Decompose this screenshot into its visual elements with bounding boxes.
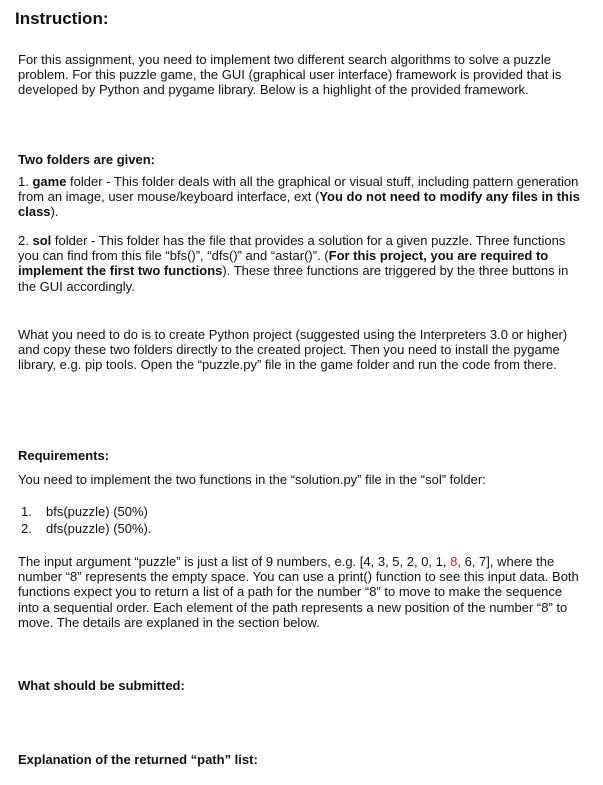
input-paragraph: [18, 554, 584, 630]
list-item-number: 2.: [21, 521, 32, 536]
list-item-number: 1.: [21, 504, 32, 519]
list-item-text: bfs(puzzle) (50%): [46, 504, 148, 519]
game-folder-suffix: ).: [50, 204, 59, 220]
game-prefix: 1.: [18, 174, 33, 189]
path-heading: Explanation of the returned “path” list:: [18, 752, 258, 767]
game-folder-note: You do not need to modify any files in this class: [18, 189, 580, 220]
sol-folder-name: sol: [32, 233, 52, 248]
submitted-heading: What should be submitted:: [18, 678, 185, 693]
requirements-intro: You need to implement the two functions in the “solution.py” file in the “sol” folder:: [18, 472, 486, 487]
setup-paragraph: What you need to do is to create Python project (suggested using the Interpreters 3.0 or higher) and copy these two folders directly to the created project. Then you need to install the pygame library, e.g. pip tools. Open the “puzzle.py” file in the game folder and run the code from there.: [18, 327, 568, 373]
game-folder-name: game: [32, 174, 67, 189]
list-item-text: dfs(puzzle) (50%).: [46, 521, 152, 536]
sol-folder-note: For this project, you are required to implement the first two functions: [18, 248, 549, 279]
folders-heading: Two folders are given:: [18, 152, 156, 167]
intro-paragraph: For this assignment, you need to implement two different search algorithms to solve a puzzle problem. For this puzzle game, the GUI (graphical user interface) framework is provided that is developed by Python and pygame library. Below is a highlight of the provided framework.: [18, 52, 562, 98]
highlighted-number: 8: [450, 554, 458, 569]
sol-folder-paragraph: [18, 233, 584, 294]
requirements-heading: Requirements:: [18, 448, 110, 463]
input-text-after: , 6, 7], where the number “8” represents the empty space. You can use a print() function to see this input data. Both functions expect you to return a list of a path for the number “8” to move to make the sequence into a sequential order. Each element of the path represents a new position of the number “8” to move. The details are explaned in the section below.: [18, 554, 579, 630]
sol-folder-text: folder - This folder has the file that provides a solution for a given puzzle. Three functions you can find from this file “bfs()”, “dfs()” and “astar()”. (: [18, 233, 566, 264]
input-text-before: The input argument “puzzle” is just a list of 9 numbers, e.g. [4, 3, 5, 2, 0, 1,: [18, 554, 451, 569]
sol-prefix: 2.: [18, 233, 33, 248]
requirements-list: [18, 504, 578, 538]
sol-folder-suffix: ). These three functions are triggered by the three buttons in the GUI accordingly.: [18, 263, 569, 294]
list-item: [18, 521, 578, 538]
list-item: [18, 504, 578, 521]
game-folder-paragraph: [18, 174, 584, 220]
page-title: Instruction:: [15, 9, 109, 28]
game-folder-text: folder - This folder deals with all the graphical or visual stuff, including pattern generation from an image, user mouse/keyboard interface, ext (: [18, 174, 579, 205]
